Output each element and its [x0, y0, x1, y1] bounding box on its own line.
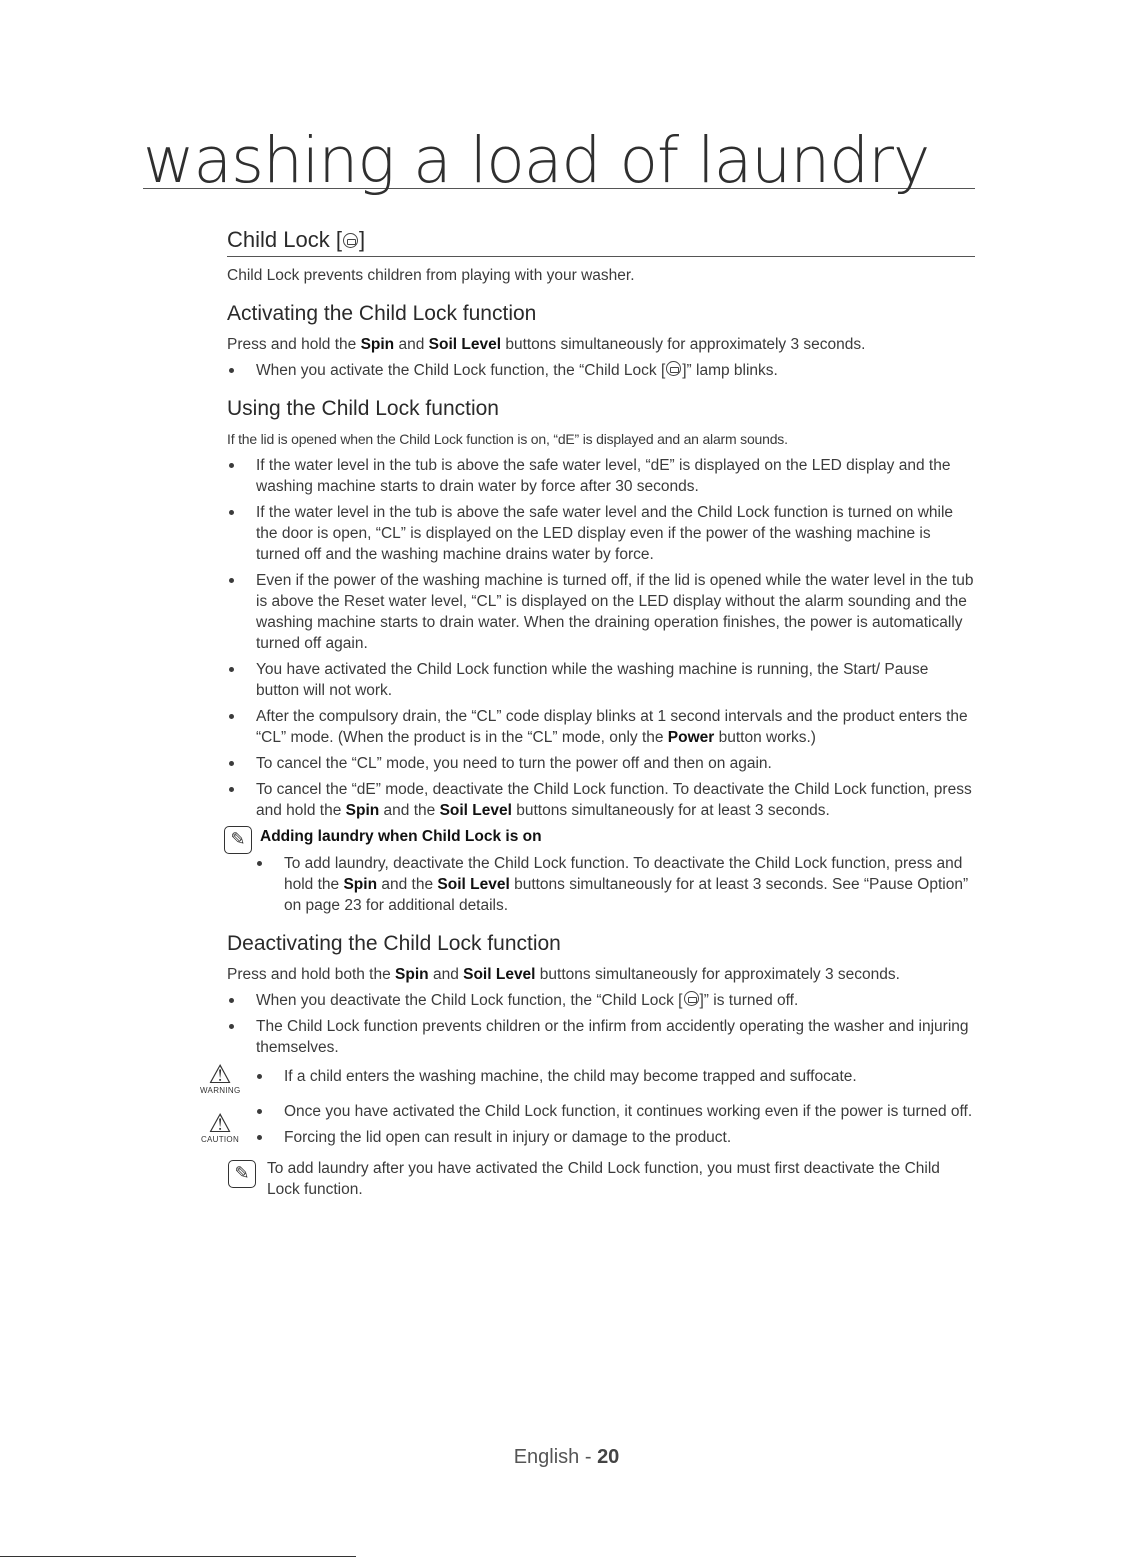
- activating-paragraph: Press and hold the Spin and Soil Level buttons simultaneously for approximately 3 seconds.: [227, 336, 866, 353]
- chapter-title: washing a load of laundry: [143, 122, 975, 189]
- list-item: To cancel the “dE” mode, deactivate the Child Lock function. To deactivate the Child Lock function, press and hold the Spin and the Soil Level buttons simultaneously for at least 3 seconds.: [227, 779, 975, 821]
- using-intro: If the lid is opened when the Child Lock function is on, “dE” is displayed and an alarm sounds.: [227, 431, 788, 447]
- intro-text: Child Lock prevents children from playing with your washer.: [227, 267, 635, 284]
- final-note: ✎ To add laundry after you have activated the Child Lock function, you must first deactivate the Child Lock function.: [227, 1158, 975, 1200]
- caution-triangle-icon: ⚠ CAUTION: [200, 1108, 240, 1144]
- note-icon: ✎: [228, 1160, 256, 1188]
- caution-block: [200, 1101, 975, 1148]
- list-item: You have activated the Child Lock function while the washing machine is running, the Start/ Pause button will not work.: [227, 659, 975, 701]
- warning-triangle-icon: ⚠ WARNING: [200, 1059, 241, 1095]
- list-item: When you activate the Child Lock function, the “Child Lock [ ]” lamp blinks.: [227, 360, 975, 381]
- list-item: Forcing the lid open can result in injury or damage to the product.: [255, 1127, 975, 1148]
- page-number: 20: [597, 1446, 620, 1468]
- list-item: Once you have activated the Child Lock function, it continues working even if the power is turned off.: [255, 1101, 975, 1122]
- deactivating-paragraph: Press and hold both the Spin and Soil Level buttons simultaneously for approximately 3 seconds.: [227, 966, 900, 983]
- activating-list: [227, 360, 975, 381]
- using-list: [227, 455, 975, 821]
- activating-heading: Activating the Child Lock function: [227, 302, 537, 325]
- list-item: The Child Lock function prevents children or the infirm from accidently operating the washer and injuring themselves.: [227, 1016, 975, 1058]
- note-heading: Adding laundry when Child Lock is on: [260, 828, 542, 845]
- child-lock-icon: [684, 991, 699, 1006]
- list-item: After the compulsory drain, the “CL” code display blinks at 1 second intervals and the product enters the “CL” mode. (When the product is in the “CL” mode, only the Power button works.): [227, 706, 975, 748]
- list-item: Even if the power of the washing machine is turned off, if the lid is opened while the water level in the tub is above the Reset water level, “CL” is displayed on the LED display without the alarm sounding and the washing machine starts to drain water. When the draining operation finishes, the power is automatically turned off again.: [227, 570, 975, 654]
- list-item: To add laundry, deactivate the Child Lock function. To deactivate the Child Lock function, press and hold the Spin and the Soil Level buttons simultaneously for at least 3 seconds. See “Pause Option” on page 23 for additional details.: [255, 853, 975, 916]
- list-item: To cancel the “CL” mode, you need to turn the power off and then on again.: [227, 753, 975, 774]
- list-item: If the water level in the tub is above the safe water level, “dE” is displayed on the LED display and the washing machine starts to drain water by force after 30 seconds.: [227, 455, 975, 497]
- section-title: Child Lock [ ]: [227, 226, 975, 257]
- list-item: If a child enters the washing machine, the child may become trapped and suffocate.: [255, 1066, 975, 1087]
- note-adding-laundry: [227, 826, 975, 916]
- deactivating-list: [227, 990, 975, 1058]
- bottom-rule: [0, 1556, 356, 1557]
- child-lock-icon: [343, 233, 358, 248]
- deactivating-heading: Deactivating the Child Lock function: [227, 932, 561, 955]
- using-heading: Using the Child Lock function: [227, 397, 499, 420]
- note-icon: ✎: [224, 826, 252, 854]
- page-footer: English - 20: [513, 1446, 620, 1468]
- child-lock-icon: [666, 361, 681, 376]
- warning-block: [200, 1059, 975, 1095]
- list-item: If the water level in the tub is above the safe water level and the Child Lock function is turned on while the door is open, “CL” is displayed on the LED display even if the power of the washing machine is turned off and the washing machine drains water by force.: [227, 502, 975, 565]
- main-content: [200, 226, 975, 1205]
- list-item: When you deactivate the Child Lock function, the “Child Lock [ ]” is turned off.: [227, 990, 975, 1011]
